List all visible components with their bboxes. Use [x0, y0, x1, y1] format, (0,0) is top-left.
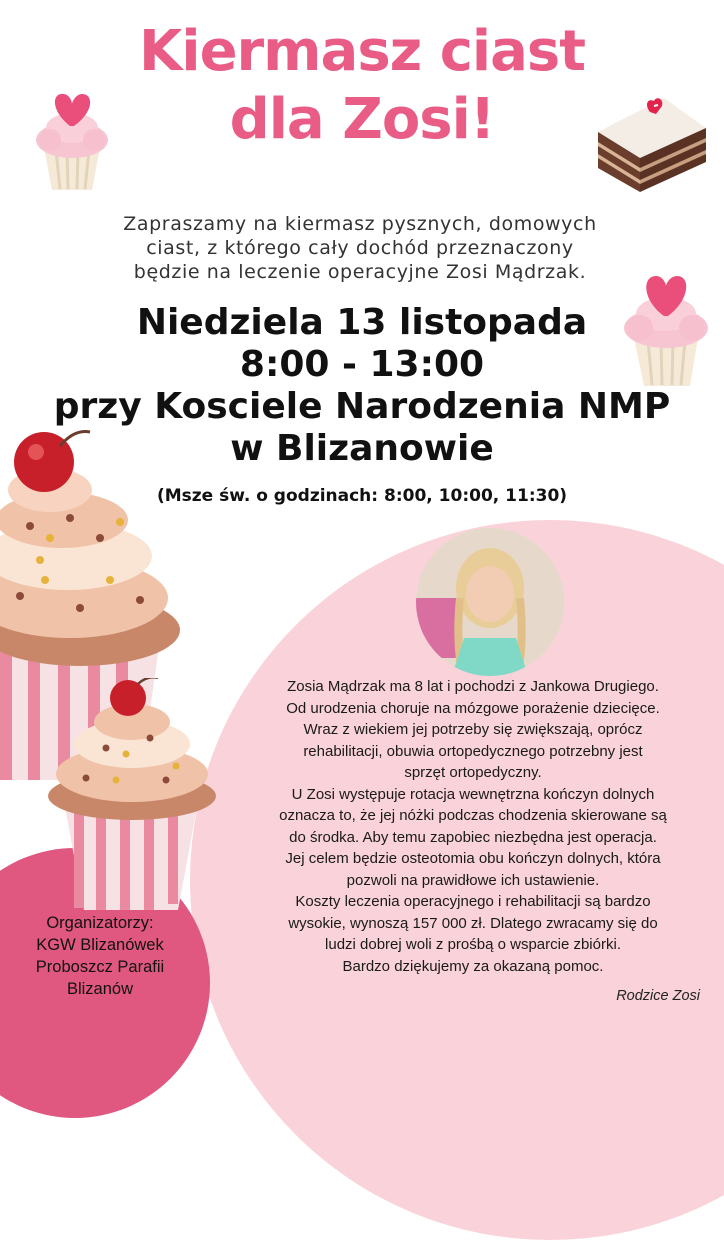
organizer-line: KGW Blizanówek [36, 936, 164, 954]
cupcake-cherry-icon [46, 678, 216, 910]
event-town: w Blizanowie [230, 428, 494, 469]
story-line: pozwoli na prawidłowe ich ustawienie. [346, 871, 600, 889]
organizer-line: Blizanów [66, 980, 134, 998]
story-text [236, 676, 710, 977]
mass-times: (Msze św. o godzinach: 8:00, 10:00, 11:30) [156, 486, 568, 506]
organizers-heading: Organizatorzy: [46, 914, 154, 932]
signature: Rodzice Zosi [616, 988, 700, 1004]
cupcake-heart-icon [30, 90, 114, 192]
title-line-2: dla Zosi! [229, 87, 495, 152]
title-line-1: Kiermasz ciast [138, 19, 586, 84]
cake-slice-icon [594, 92, 712, 196]
story-line: ludzi dobrej woli z prośbą o wsparcie zbiórki. [325, 936, 621, 953]
event-place: przy Kosciele Narodzenia NMP [53, 386, 671, 427]
story-line: wysokie, wynoszą 157 000 zł. Dlatego zwracamy się do [288, 914, 658, 932]
story-line: Jej celem będzie osteotomia obu kończyn dolnych, która [285, 850, 661, 867]
intro-line: ciast, z którego cały dochód przeznaczony [146, 237, 574, 259]
story-line: Koszty leczenia operacyjnego i rehabilitacji są bardzo [295, 893, 651, 910]
organizers [0, 912, 200, 1000]
story-line: Od urodzenia choruje na mózgowe porażenie dziecięce. [286, 699, 660, 717]
event-date: Niedziela 13 listopada [136, 302, 588, 343]
event-time: 8:00 - 13:00 [239, 344, 485, 385]
story-line: Wraz z wiekiem jej potrzeby się zwiększają, oprócz [303, 721, 643, 738]
story-line: sprzęt ortopedyczny. [404, 764, 542, 781]
story-line: Bardzo dziękujemy za okazaną pomoc. [342, 957, 604, 975]
intro-line: będzie na leczenie operacyjne Zosi Mądrzak. [133, 261, 587, 283]
girl-photo [416, 528, 564, 676]
intro-line: Zapraszamy na kiermasz pysznych, domowych [123, 213, 597, 235]
story-line: oznacza to, że jej nóżki podczas chodzenia skierowane są [279, 807, 667, 824]
story-line: U Zosi występuje rotacja wewnętrzna kończyn dolnych [291, 785, 655, 803]
organizer-line: Proboszcz Parafii [35, 958, 165, 976]
intro-text [60, 212, 660, 284]
story-line: do środka. Aby temu zapobiec niezbędna jest operacja. [289, 828, 657, 846]
story-line: rehabilitacji, obuwia ortopedycznego potrzebny jest [303, 742, 643, 760]
story-line: Zosia Mądrzak ma 8 lat i pochodzi z Jankowa Drugiego. [287, 678, 659, 695]
